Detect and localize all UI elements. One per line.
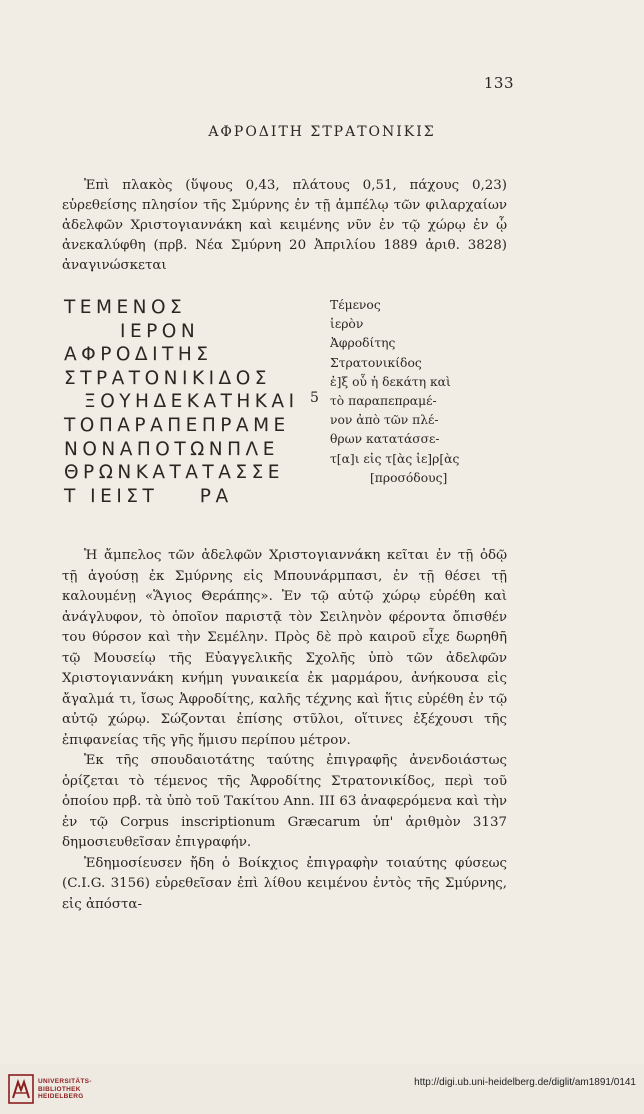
viewer-footer <box>0 1064 644 1114</box>
body-paragraph: Ἐδημοσίευσεν ἤδη ὁ Βοίκχιος ἐπιγραφὴν τοιαύτης φύσεως (C.I.G. 3156) εὑρεθεῖσαν ἐπὶ λίθου κειμένου ἐντὸς τῆς Σμύρνης, εἰς ἀπόστα- <box>62 855 507 912</box>
transliteration-line: Τέμενος <box>330 298 381 312</box>
page-number: 133 <box>483 74 514 92</box>
library-logo-text <box>38 1078 92 1101</box>
inscription-line: ΘΡΩΝΚΑΤΑΤΑΣΣΕ <box>64 462 284 484</box>
inscription-line: ΙΕΡΟΝ <box>120 320 200 342</box>
intro-paragraph <box>62 176 507 276</box>
transliteration-line: τὸ παραπεπραμέ- <box>330 393 437 408</box>
inscription-line: ΑΦΡΟΔΙΤΗΣ <box>64 344 213 366</box>
logo-line: HEIDELBERG <box>38 1093 84 1100</box>
intro-text: Ἐπὶ πλακὸς (ὕψους 0,43, πλάτους 0,51, πάχους 0,23) εὑρεθείσης πλησίον τῆς Σμύρνης ἐν τῇ ἀμπέλῳ τῶν φιλαρχαίων ἀδελφῶν Χριστογιαννάκη καὶ κειμένης νῦν ἐν τῷ χώρῳ ἐν ᾧ ἀνεκαλύφθη (πρβ. Νέα Σμύρνη 20 Ἀπριλίου 1889 ἀριθ. 3828) ἀναγινώσκεται <box>62 178 507 273</box>
transliteration-block <box>330 296 520 488</box>
source-url-link[interactable]: http://digi.ub.uni-heidelberg.de/diglit/am1891/0141 <box>414 1077 636 1088</box>
library-seal-icon <box>8 1074 34 1104</box>
inscription-line: Τ ΙΕΙΣΤ ΡΑ <box>64 485 233 507</box>
inscription-line: ΤΟΠΑΡΑΠΕΠΡΑΜΕ <box>64 414 290 436</box>
inscription-line: ΤΕΜΕΝΟΣ <box>64 297 187 318</box>
page-title: ΑΦΡΟΔΙΤΗ ΣΤΡΑΤΟΝΙΚΙΣ <box>208 124 436 140</box>
transliteration-line: [προσόδους] <box>370 470 448 485</box>
body-text <box>62 546 507 915</box>
body-paragraph: Ἐκ τῆς σπουδαιοτάτης ταύτης ἐπιγραφῆς ἀνενδοιάστως ὁρίζεται τὸ τέμενος τῆς Ἀφροδίτης Στρατονικίδος, περὶ τοῦ ὁποίου πρβ. τὰ ὑπὸ τοῦ Τακίτου Ann. III 63 ἀναφερόμενα καὶ τὴν ἐν τῷ Corpus inscriptionum Græcarum ὑπ' ἀριθμὸν 3137 δημοσιευθεῖσαν ἐπιγραφήν. <box>62 753 507 850</box>
transliteration-line: θρων κατατάσσε- <box>330 432 440 447</box>
line-number-marker: 5 <box>310 390 319 406</box>
inscription-block <box>64 296 314 508</box>
logo-line: BIBLIOTHEK <box>38 1085 81 1093</box>
inscription-line: ΝΟΝΑΠΟΤΩΝΠΛΕ <box>64 438 279 460</box>
logo-line: UNIVERSITÄTS- <box>38 1078 92 1085</box>
inscription-line: ΞΟΥΗΔΕΚΑΤΗΚΑΙ <box>84 391 299 413</box>
body-paragraph: Ἡ ἄμπελος τῶν ἀδελφῶν Χριστογιαννάκη κεῖται ἐν τῇ ὁδῷ τῇ ἀγούσῃ ἐκ Σμύρνης εἰς Μπουνάρμπασι, ἐν τῇ θέσει τῇ καλουμένῃ «Ἅγιος Θεράπης». Ἐν τῷ αὐτῷ χώρῳ εὑρέθη καὶ ἀνάγλυφον, τὸ ὁποῖον παριστᾷ τὸν Σειληνὸν φέροντα ὄπισθέν του θύρσον καὶ τὴν Σεμέλην. Πρὸς δὲ πρὸ καιροῦ εἶχε δωρηθῆ τῷ Μουσείῳ τῆς Εὐαγγελικῆς Σχολῆς ὑπὸ τῶν ἀδελφῶν Χριστογιαννάκη κνήμη γυναικεία ἐκ μαρμάρου, ἀνήκουσα εἰς ἄγαλμά τι, ἴσως Ἀφροδίτης, καλῆς τέχνης καὶ ἥτις εὑρέθη ἐν τῷ αὐτῷ χώρῳ. Σώζονται ἐπίσης στῦλοι, οἵτινες ἐξέχουσι τῆς ἐπιφανείας τῆς γῆς ἥμισυ περίπου μέτρον. <box>62 548 507 748</box>
transliteration-line: Στρατονικίδος <box>330 355 422 370</box>
transliteration-line: Ἀφροδίτης <box>330 336 396 351</box>
transliteration-line: τ[α]ι εἰς τ[ὰς ἱε]ρ[ὰς <box>330 451 460 466</box>
inscription-line: ΣΤΡΑΤΟΝΙΚΙΔΟΣ <box>64 367 271 389</box>
transliteration-line: ἐ]ξ οὗ ἡ δεκάτη καὶ <box>330 374 451 389</box>
transliteration-line: νον ἀπὸ τῶν πλέ- <box>330 413 439 428</box>
transliteration-line: ἱερὸν <box>330 317 364 332</box>
